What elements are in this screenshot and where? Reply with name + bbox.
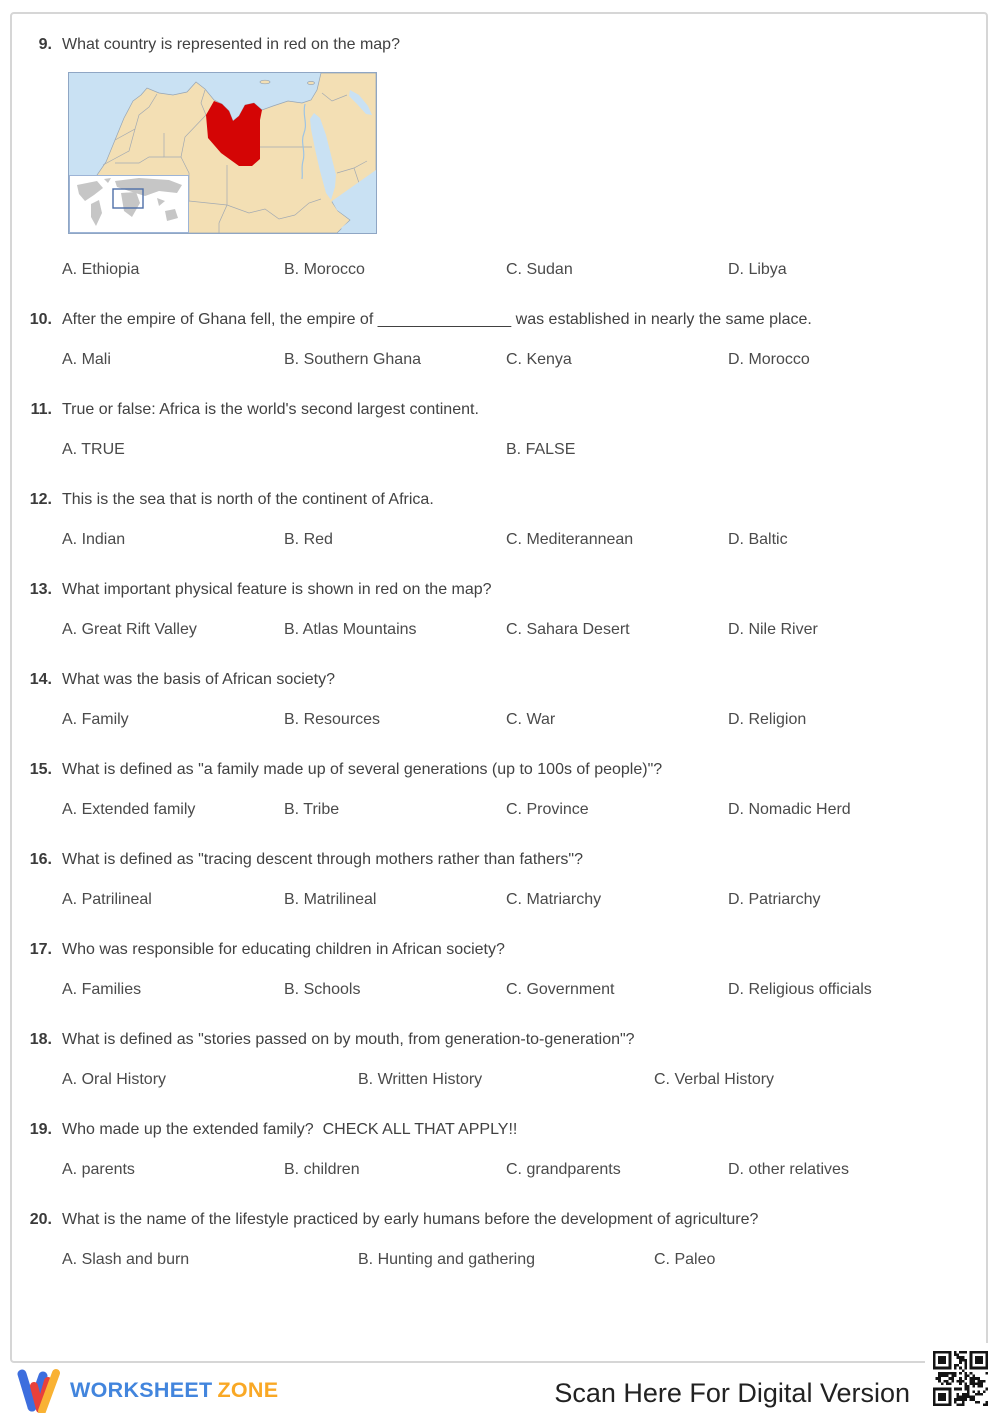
question-number: 15. bbox=[29, 761, 52, 778]
question-line bbox=[28, 489, 970, 511]
option-label: A. Mali bbox=[62, 351, 111, 368]
option-label: D. Libya bbox=[728, 261, 787, 278]
option-label: B. Resources bbox=[284, 711, 381, 728]
option-label: C. War bbox=[506, 711, 556, 728]
option-label: D. Morocco bbox=[728, 351, 810, 368]
option-label: C. Province bbox=[506, 801, 589, 818]
option-label: C. Verbal History bbox=[654, 1071, 775, 1088]
brand-name-zone: ZONE bbox=[217, 1377, 279, 1402]
question-line bbox=[28, 309, 970, 331]
question-line bbox=[28, 1029, 970, 1051]
option-label: A. Great Rift Valley bbox=[62, 621, 197, 638]
option-label: B. Hunting and gathering bbox=[358, 1251, 536, 1268]
question-text: What important physical feature is shown in red on the map? bbox=[62, 581, 492, 598]
question-text: What was the basis of African society? bbox=[62, 671, 336, 688]
option-label: A. Indian bbox=[62, 531, 126, 548]
option-label: A. Oral History bbox=[62, 1071, 167, 1088]
options-row bbox=[62, 349, 950, 371]
question-block bbox=[28, 579, 970, 641]
question-block bbox=[28, 399, 970, 461]
options-row bbox=[62, 1249, 950, 1271]
question-block bbox=[28, 939, 970, 1001]
question-block bbox=[28, 1119, 970, 1181]
question-line bbox=[28, 399, 970, 421]
question-block bbox=[28, 489, 970, 551]
question-text: What is defined as "tracing descent through mothers rather than fathers"? bbox=[62, 851, 583, 868]
options-row bbox=[62, 529, 950, 551]
option-label: B. FALSE bbox=[506, 441, 576, 458]
question-text: What is defined as "stories passed on by mouth, from generation-to-generation"? bbox=[62, 1031, 635, 1048]
option-label: A. Extended family bbox=[62, 801, 196, 818]
worksheetzone-logo-icon bbox=[16, 1367, 62, 1413]
question-block bbox=[28, 669, 970, 731]
option-label: D. Patriarchy bbox=[728, 891, 821, 908]
option-label: A. TRUE bbox=[62, 441, 125, 458]
question-number: 12. bbox=[29, 491, 52, 508]
question-text: What country is represented in red on the map? bbox=[62, 36, 400, 53]
option-label: A. Families bbox=[62, 981, 142, 998]
question-number: 10. bbox=[29, 311, 52, 328]
option-label: B. Morocco bbox=[284, 261, 365, 278]
question-line bbox=[28, 759, 970, 781]
question-line bbox=[28, 34, 970, 56]
world-inset-map bbox=[70, 176, 189, 233]
question-text: Who made up the extended family? CHECK ALL THAT APPLY!! bbox=[62, 1121, 518, 1138]
question-line bbox=[28, 849, 970, 871]
option-label: A. parents bbox=[62, 1161, 135, 1178]
question-number: 11. bbox=[30, 401, 52, 418]
map-image-north-africa-libya-highlighted bbox=[68, 72, 377, 234]
options-row bbox=[62, 799, 950, 821]
option-label: B. Red bbox=[284, 531, 333, 548]
options-row bbox=[62, 259, 950, 281]
question-number: 18. bbox=[29, 1031, 52, 1048]
question-block bbox=[28, 34, 970, 281]
question-text: True or false: Africa is the world's second largest continent. bbox=[62, 401, 479, 418]
option-label: A. Family bbox=[62, 711, 129, 728]
option-label: B. Southern Ghana bbox=[284, 351, 421, 368]
options-row bbox=[62, 889, 950, 911]
question-line bbox=[28, 1209, 970, 1231]
option-label: D. Religion bbox=[728, 711, 807, 728]
option-label: C. Matriarchy bbox=[506, 891, 602, 908]
option-label: B. Matrilineal bbox=[284, 891, 377, 908]
question-line bbox=[28, 939, 970, 961]
option-label: C. Government bbox=[506, 981, 615, 998]
options-row bbox=[62, 979, 950, 1001]
option-label: A. Patrilineal bbox=[62, 891, 152, 908]
question-text: After the empire of Ghana fell, the empire of _______________ was established in nearly the same place. bbox=[62, 311, 812, 328]
question-line bbox=[28, 1119, 970, 1141]
brand-name-worksheet: WORKSHEET bbox=[70, 1377, 213, 1402]
question-line bbox=[28, 669, 970, 691]
question-text: This is the sea that is north of the continent of Africa. bbox=[62, 491, 434, 508]
option-label: A. Ethiopia bbox=[62, 261, 140, 278]
option-label: C. Kenya bbox=[506, 351, 572, 368]
question-block bbox=[28, 849, 970, 911]
option-label: B. children bbox=[284, 1161, 360, 1178]
options-row bbox=[62, 709, 950, 731]
option-label: D. Religious officials bbox=[728, 981, 872, 998]
worksheetzone-logo bbox=[16, 1366, 278, 1414]
question-list bbox=[28, 34, 970, 1271]
options-row bbox=[62, 1159, 950, 1181]
question-text: What is defined as "a family made up of several generations (up to 100s of people)"? bbox=[62, 761, 663, 778]
option-label: D. other relatives bbox=[728, 1161, 849, 1178]
question-text: Who was responsible for educating children in African society? bbox=[62, 941, 505, 958]
option-label: B. Schools bbox=[284, 981, 361, 998]
options-row bbox=[62, 439, 950, 461]
question-number: 20. bbox=[29, 1211, 52, 1228]
qr-code bbox=[925, 1343, 996, 1414]
option-label: A. Slash and burn bbox=[62, 1251, 190, 1268]
question-number: 19. bbox=[29, 1121, 52, 1138]
scan-here-text: Scan Here For Digital Version bbox=[554, 1378, 910, 1408]
option-label: C. Sahara Desert bbox=[506, 621, 630, 638]
option-label: C. grandparents bbox=[506, 1161, 621, 1178]
question-block bbox=[28, 759, 970, 821]
question-number: 16. bbox=[29, 851, 52, 868]
question-text: What is the name of the lifestyle practiced by early humans before the development of agriculture? bbox=[62, 1211, 759, 1228]
option-label: B. Tribe bbox=[284, 801, 340, 818]
question-number: 17. bbox=[29, 941, 52, 958]
option-label: C. Mediterannean bbox=[506, 531, 634, 548]
question-block bbox=[28, 309, 970, 371]
option-label: C. Paleo bbox=[654, 1251, 716, 1268]
option-label: C. Sudan bbox=[506, 261, 573, 278]
option-label: B. Atlas Mountains bbox=[284, 621, 417, 638]
question-number: 14. bbox=[29, 671, 52, 688]
question-line bbox=[28, 579, 970, 601]
options-row bbox=[62, 1069, 950, 1091]
worksheet-content-box bbox=[10, 12, 988, 1363]
option-label: D. Nile River bbox=[728, 621, 818, 638]
option-label: B. Written History bbox=[358, 1071, 483, 1088]
option-label: D. Baltic bbox=[728, 531, 788, 548]
question-number: 13. bbox=[29, 581, 52, 598]
options-row bbox=[62, 619, 950, 641]
question-number: 9. bbox=[38, 36, 52, 53]
question-block bbox=[28, 1029, 970, 1091]
question-block bbox=[28, 1209, 970, 1271]
option-label: D. Nomadic Herd bbox=[728, 801, 851, 818]
